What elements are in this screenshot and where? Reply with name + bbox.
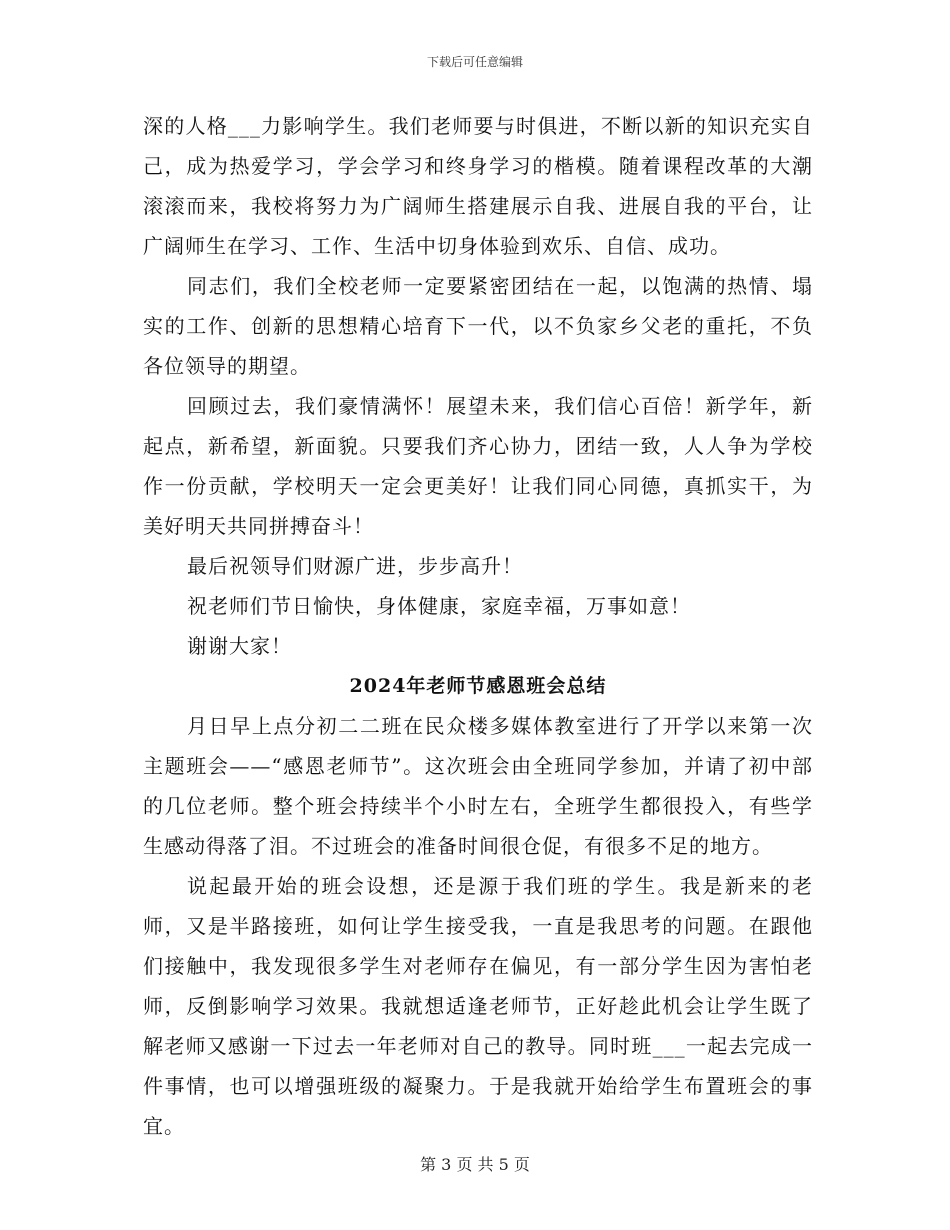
paragraph-wish-teachers: 祝老师们节日愉快，身体健康，家庭幸福，万事如意！: [187, 594, 691, 618]
document-body: [143, 106, 813, 1146]
section-title: 2024年老师节感恩班会总结: [349, 675, 607, 697]
paragraph-class-meeting: 月日早上点分初二二班在民众楼多媒体教室进行了开学以来第一次主题班会——“感恩老师节”。这次班会由全班同学参加，并请了初中部的几位老师。整个班会持续半个小时左右，全班学生都很投入，有些学生感动得落了泪。不过班会的准备时间很仓促，有很多不足的地方。: [143, 714, 813, 858]
paragraph-wish-leaders: 最后祝领导们财源广进，步步高升！: [187, 554, 523, 578]
page-header: 下载后可任意编辑: [426, 55, 523, 69]
paragraph-unity: 同志们，我们全校老师一定要紧密团结在一起，以饱满的热情、塌实的工作、创新的思想精心培育下一代，以不负家乡父老的重托，不负各位领导的期望。: [143, 274, 813, 378]
paragraph-review: 回顾过去，我们豪情满怀！展望未来，我们信心百倍！新学年，新起点，新希望，新面貌。只要我们齐心协力，团结一致，人人争为学校作一份贡献，学校明天一定会更美好！让我们同心同德，真抓实干，为美好明天共同拼搏奋斗！: [143, 394, 813, 538]
paragraph-thanks: 谢谢大家！: [187, 634, 292, 658]
paragraph-continuation: 深的人格___力影响学生。我们老师要与时俱进，不断以新的知识充实自己，成为热爱学习，学会学习和终身学习的楷模。随着课程改革的大潮滚滚而来，我校将努力为广阔师生搭建展示自我、进展自我的平台，让广阔师生在学习、工作、生活中切身体验到欢乐、自信、成功。: [143, 114, 813, 258]
paragraph-origin: 说起最开始的班会设想，还是源于我们班的学生。我是新来的老师，又是半路接班，如何让学生接受我，一直是我思考的问题。在跟他们接触中，我发现很多学生对老师存在偏见，有一部分学生因为害怕老师，反倒影响学习效果。我就想适逢老师节，正好趁此机会让学生既了解老师又感谢一下过去一年老师对自己的教导。同时班___一起去完成一件事情，也可以增强班级的凝聚力。于是我就开始给学生布置班会的事宜。: [143, 874, 813, 1138]
page-footer: 第 3 页 共 5 页: [420, 1155, 530, 1174]
